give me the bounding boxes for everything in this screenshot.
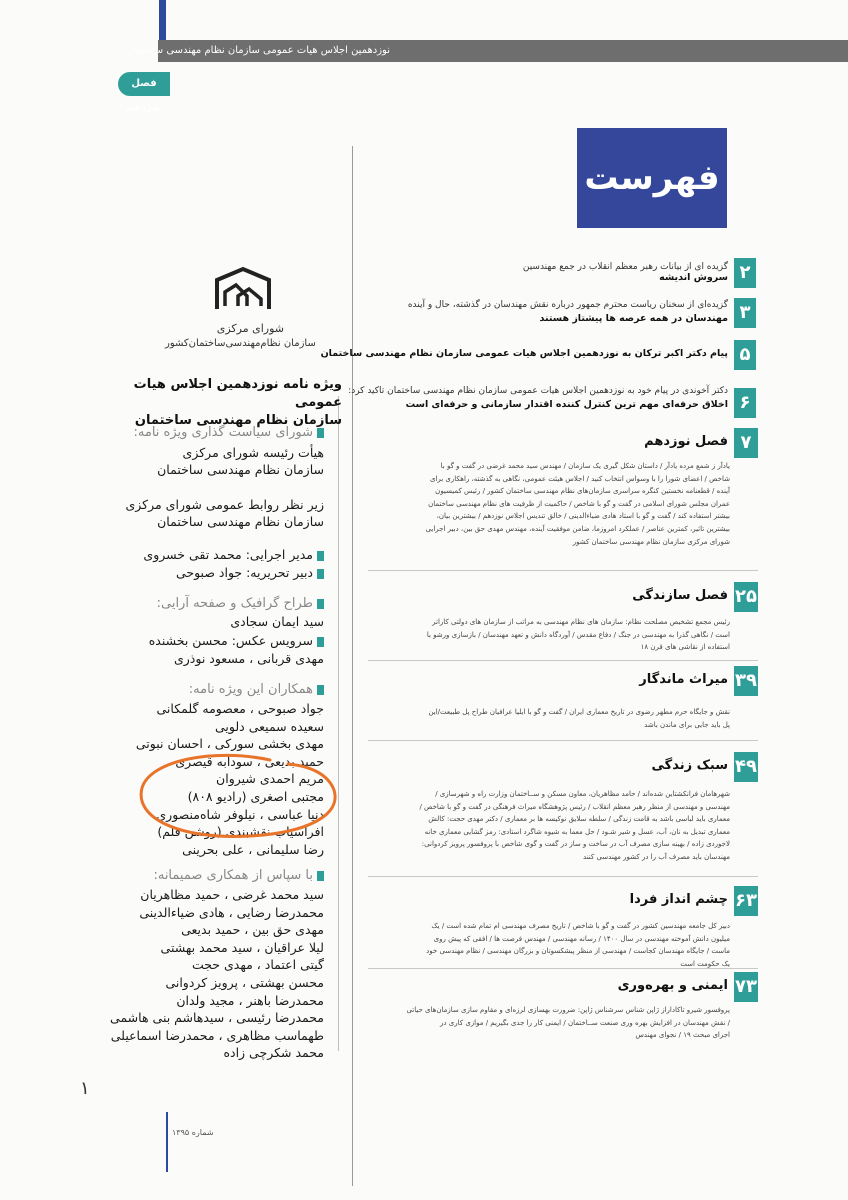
section-divider xyxy=(368,876,758,877)
design-name: سید ایمان سجادی xyxy=(230,614,324,629)
column-divider xyxy=(352,146,353,1186)
handwritten-circle-annotation xyxy=(120,750,350,850)
section-title[interactable]: چشم انداز فردا xyxy=(629,892,728,907)
toc-entry[interactable] xyxy=(321,348,728,359)
section-title[interactable]: میراث ماندگار xyxy=(639,672,728,687)
section-body: نقش و جایگاه حرم مطهر رضوی در تاریخ معماری ایران / گفت و گو با ایلیا عرافیان طراح پل طبیعت/این پل باید جایی برای ماندن باشد xyxy=(428,708,730,729)
thanks-list: سید محمد غرضی ، حمید مظاهریان محمدرضا رضایی ، هادی ضیاءالدینی مهدی حق بین ، حمید بدیعی لیلا عراقیان ، سید محمد بهشتی گیتی اعتماد ، مهدی حجت محسن بهشتی ، پرویز کردوانی محمدرضا باهنر ، مجید ولدان محمدرضا رئیسی ، سیدهاشم بنی هاشمی طهماسب مظاهری ، محمدرضا اسماعیلی محمد شکرچی زاده xyxy=(110,887,324,1061)
thanks-heading: با سپاس از همکاری صمیمانه: xyxy=(153,868,324,883)
bullet-icon xyxy=(317,685,324,695)
bullet-icon xyxy=(317,428,324,438)
design-heading: طراح گرافیک و صفحه آرایی: xyxy=(157,596,324,611)
contributors-list: جواد صبوحی ، معصومه گلمکانی سعیده سمیعی دلویی مهدی بخشی سورکی ، احسان نبوتی حمید بدیعی ، سودابه قیصری مریم احمدی شیروان مجتبی اصغری (رادیو ۸۰۸) دنیا عباسی ، نیلوفر شاه‌منصوری افراسیاب نقشبندی (روشن قلم) رضا سلیمانی ، علی بحرینی xyxy=(135,701,324,857)
footer-accent-bar xyxy=(166,1112,168,1172)
section-divider xyxy=(368,660,758,661)
section-number: ۲۵ xyxy=(734,582,758,612)
toc-entry-title: اخلاق حرفه‌ای مهم ترین کنترل کننده اقتدار سازمانی و حرفه‌ای است xyxy=(405,399,728,410)
section-divider xyxy=(368,740,758,741)
section-body: شهرهامان فرانکشتاین شده‌اند / حامد مظاهریان، معاون مسکن و ســاختمان وزارت راه و شهرسازی / مهندسی و مهندسی از منظر رهبر معظم انقلاب / رئیس پژوهشگاه میراث فرهنگی در گفت و گو با شاخص / معماری باید لباسی باشد به قامت زندگی / سلطه سلایق نوکیسه ها بر معماری / دکتر مهدی حجت: کالش معماری تبدیل به نان، آب، عسل و شیر شـود / حل معما به شیوه شاگرد استادی: رمز گشایی معماری خانه لاجوردی زاده / بهینه سازی مصرف آب در ساخت و ساز در گفت و گوی شاخص با پروفسور پرویز کردوانی: مهندسان باید مصرف آب را در کشور مهندسی کنند xyxy=(419,790,730,861)
toc-entry-number: ۵ xyxy=(734,340,756,370)
policy-council-list: هیأت رئیسه شورای مرکزی سازمان نظام مهندسی ساختمان زیر نظر روابط عمومی شورای مرکزی سازمان نظام مهندسی ساختمان xyxy=(125,445,324,529)
organization-logo xyxy=(214,266,272,312)
management-credits: مدیر اجرایی: محمد تقی خسروی دبیر تحریریه: جواد صبوحی xyxy=(143,546,324,582)
section-body: یادآر ز شمع مرده یادآر / داستان شکل گیری یک سازمان / مهندس سید محمد غرضی در گفت و گو با شاخص / اعضای شورا را با وسواس انتخاب کنید / اجلاس هیئت عمومی، نگاهی به گذشته، راهکاری برای آینده / قطعنامه نخستین کنگره سراسری سازمان‌های نظام مهندسی ساختمان کشور / رئیس کمیسیون عمران مجلس شورای اسلامی در گفت و گو با شاخص / حاکمیت از ظرفیت های نظام مهندسی ساختمان بیشتر استفاده کند / گفت و گو با استاد هادی ضیاءالدینی / خالق تندیس اجلاس نوزدهم / بیشترین بیان، بیشترین تاثیر، کمترین عناصر / عملکرد امروزما، ضامن موفقیت آینده، مهندس مهدی حق بین، دبیر اجرایی شورای مرکزی سازمان نظام مهندسی ساختمان کشور xyxy=(425,462,730,546)
section-title[interactable]: فصل نوزدهم xyxy=(644,434,728,449)
header-strip-title: نوزدهمین اجلاس هیات عمومی سازمان نظام مهندسی ساختمان xyxy=(126,45,390,56)
section-divider xyxy=(368,968,758,969)
chapter-tab: فصل نوزدهم xyxy=(118,72,170,96)
toc-entry-subtitle: دکتر آخوندی در پیام خود به نوزدهمین اجلاس هیات عمومی سازمان نظام مهندسی ساختمان تاکید کرد: xyxy=(348,386,728,396)
section-number: ۶۳ xyxy=(734,886,758,916)
section-body: پروفسور شیرو تاکاداراز ژاپن شناس سرشناس ژاپن: ضرورت بهسازی لرزه‌ای و مقاوم سازی سازمان‌های حیاتی / نقش مهندسان در افزایش بهره وری صنعت ســاختمان / ایمنی کار را جدی بگیریم / موازی کاری در اجرای مبحث ۱۹ / نجوای مهندس xyxy=(406,1006,730,1040)
contributors-heading: همکاران این ویژه نامه: xyxy=(189,682,324,697)
toc-entry[interactable] xyxy=(408,300,728,324)
toc-entry[interactable] xyxy=(523,262,728,283)
toc-entry-number: ۳ xyxy=(734,298,756,328)
org-name-line1: شورای مرکزی xyxy=(216,322,284,335)
toc-entry-title: مهندسان در همه عرصه ها پیشتاز هستند xyxy=(539,313,728,324)
section-number: ۳۹ xyxy=(734,666,758,696)
section-body: رئیس مجمع تشخیص مصلحت نظام: سازمان های نظام مهندسی به مراتب از سازمان های دولتی کاراتر است / نگاهی گذرا به مهندسی در جنگ / دفاع مقدس / آوردگاه دانش و تعهد مهندسان / بازسازی ورشو با استفاده از نقاشی های قرن ۱۸ xyxy=(426,618,730,652)
toc-entry-subtitle: گزیده ای از بیانات رهبر معظم انقلاب در جمع مهندسین xyxy=(522,262,728,272)
toc-title-box: فهرست xyxy=(577,128,727,228)
bullet-icon xyxy=(317,599,324,609)
toc-entry-number: ۶ xyxy=(734,388,756,418)
header-accent-bar xyxy=(159,0,166,40)
section-number: ۴۹ xyxy=(734,752,758,782)
credits-divider xyxy=(338,396,339,1051)
toc-entry-subtitle: گزیده‌ای از سخنان ریاست محترم جمهور درباره نقش مهندسان در گذشته، حال و آینده xyxy=(407,300,728,310)
section-title[interactable]: ایمنی و بهره‌وری xyxy=(617,978,728,993)
footer-issue-text: شماره ۱۳۹۵ xyxy=(172,1128,214,1137)
toc-entry-title: پیام دکتر اکبر ترکان به نوزدهمین اجلاس هیات عمومی سازمان نظام مهندسی ساختمان xyxy=(320,348,728,359)
section-body: دبیر کل جامعه مهندسین کشور در گفت و گو با شاخص / تاریخ مصرف مهندسی ام تمام شده است / یک میلیون دانش آموخته مهندسی در سال ۱۴۰۰ / رسانه مهندسی / مهندس فرصت ها / افقی که پیش روی ماست / جایگاه مهندسان کجاست / مهندسی از منظر پیشکسوتان و بزرگان مهندسی / نظام مهندسی خود یک حکومت است xyxy=(426,922,730,968)
bullet-icon xyxy=(317,569,324,579)
section-number: ۷۳ xyxy=(734,972,758,1002)
page-number: ۱ xyxy=(80,1078,90,1099)
section-divider xyxy=(368,570,758,571)
header-strip xyxy=(126,40,848,62)
toc-entry[interactable] xyxy=(348,386,728,410)
org-name-line2: سازمان نظام‌مهندسی‌ساختمان‌کشور xyxy=(165,338,316,349)
section-title[interactable]: سبک زندگی xyxy=(651,758,728,773)
bullet-icon xyxy=(317,551,324,561)
policy-council-heading: شورای سیاست گذاری ویژه نامه: xyxy=(134,425,325,440)
special-issue-headline: ویژه نامه نوزدهمین اجلاس هیات عمومی سازمان نظام مهندسی ساختمان xyxy=(133,377,342,428)
photo-credits: سرویس عکس: محسن بخشنده مهدی قربانی ، مسعود نوذری xyxy=(148,633,324,666)
bullet-icon xyxy=(317,637,324,647)
toc-entry-title: سروش اندیشه xyxy=(659,272,728,283)
section-number: ۷ xyxy=(734,428,758,458)
bullet-icon xyxy=(317,871,324,881)
section-title[interactable]: فصل سازندگی xyxy=(632,588,728,603)
toc-entry-number: ۲ xyxy=(734,258,756,288)
